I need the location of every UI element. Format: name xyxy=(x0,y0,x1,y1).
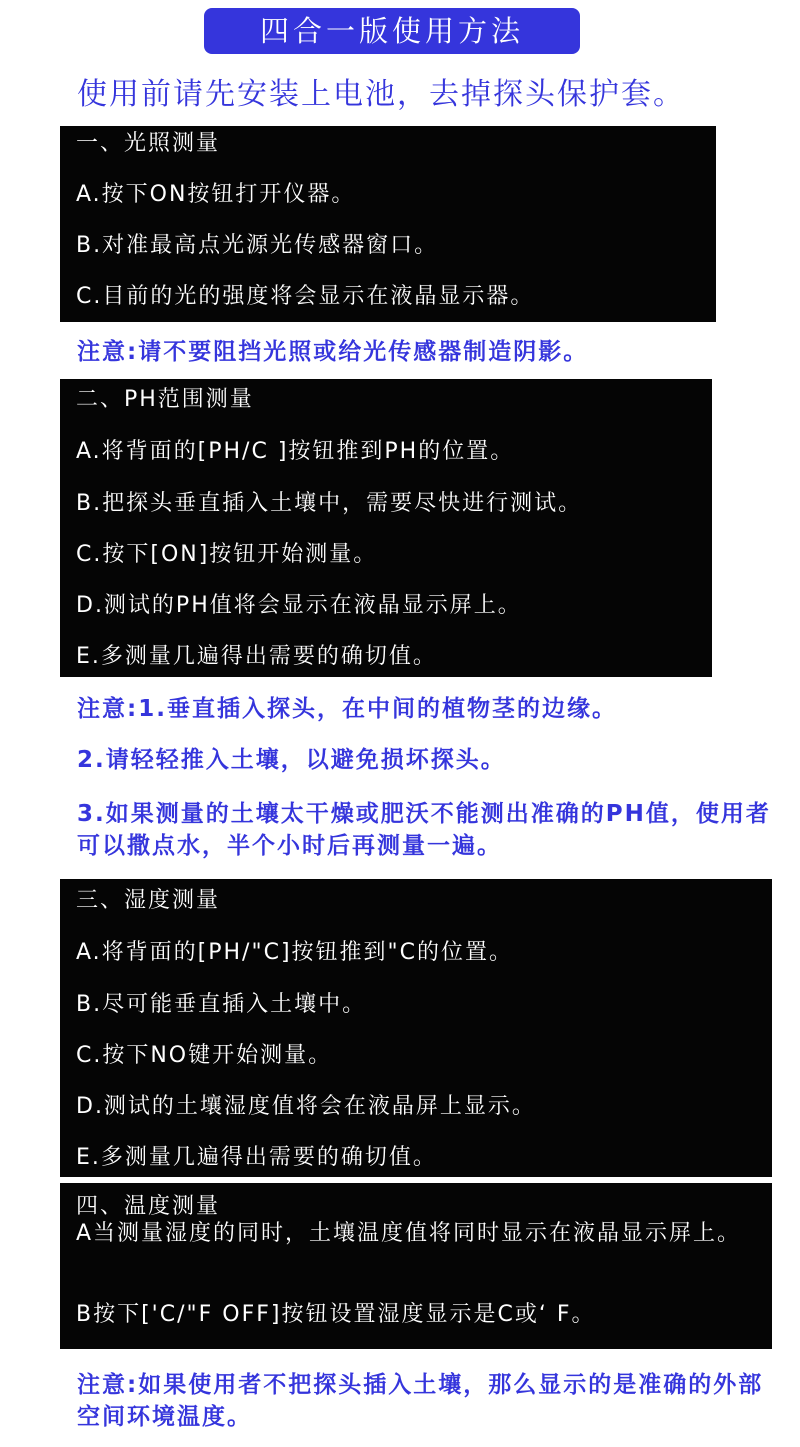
section-ph-step-b: B.把探头垂直插入土壤中，需要尽快进行测试。 xyxy=(76,491,583,516)
section-humidity-heading: 三、湿度测量 xyxy=(76,888,221,913)
title-banner: 四合一版使用方法 xyxy=(204,8,580,54)
section-ph-step-d: D.测试的PH值将会显示在液晶显示屏上。 xyxy=(76,593,522,618)
section-light-note: 注意:请不要阻挡光照或给光传感器制造阴影。 xyxy=(77,339,589,365)
section-temperature-note: 注意:如果使用者不把探头插入土壤，那么显示的是准确的外部空间环境温度。 xyxy=(77,1372,764,1430)
section-light-panel xyxy=(60,126,716,322)
section-ph-note-2: 2.请轻轻推入土壤，以避免损坏探头。 xyxy=(77,747,506,773)
section-light-step-a: A.按下ON按钮打开仪器。 xyxy=(76,182,356,207)
section-humidity-step-e: E.多测量几遍得出需要的确切值。 xyxy=(76,1145,437,1170)
section-ph-step-a: A.将背面的[PH/C ]按钮推到PH的位置。 xyxy=(76,439,515,464)
section-ph-step-c: C.按下[ON]按钮开始测量。 xyxy=(76,542,378,567)
section-ph-step-e: E.多测量几遍得出需要的确切值。 xyxy=(76,644,437,669)
section-light-step-b: B.对准最高点光源光传感器窗口。 xyxy=(76,233,439,258)
intro-text: 使用前请先安装上电池，去掉探头保护套。 xyxy=(77,77,685,112)
section-humidity-step-d: D.测试的土壤湿度值将会在液晶屏上显示。 xyxy=(76,1094,536,1119)
section-ph-note-3: 3.如果测量的土壤太干燥或肥沃不能测出准确的PH值，使用者可以撒点水，半个小时后再测量一遍。 xyxy=(77,801,771,859)
section-ph-panel xyxy=(60,379,712,677)
section-temperature-step-a: A当测量湿度的同时，土壤温度值将同时显示在液晶显示屏上。 xyxy=(76,1221,742,1246)
section-temperature-panel xyxy=(60,1183,772,1349)
section-humidity-panel xyxy=(60,879,772,1177)
section-light-step-c: C.目前的光的强度将会显示在液晶显示器。 xyxy=(76,284,535,309)
section-humidity-step-a: A.将背面的[PH/"C]按钮推到"C的位置。 xyxy=(76,940,514,965)
section-humidity-step-b: B.尽可能垂直插入土壤中。 xyxy=(76,992,367,1017)
section-humidity-step-c: C.按下NO键开始测量。 xyxy=(76,1043,333,1068)
section-temperature-step-b: B按下['C/"F OFF]按钮设置湿度显示是C或‘ F。 xyxy=(76,1302,596,1327)
section-ph-note-1: 注意:1.垂直插入探头，在中间的植物茎的边缘。 xyxy=(77,696,617,722)
section-ph-heading: 二、PH范围测量 xyxy=(76,387,254,412)
section-light-heading: 一、光照测量 xyxy=(76,131,221,156)
section-temperature-heading: 四、温度测量 xyxy=(76,1194,221,1219)
